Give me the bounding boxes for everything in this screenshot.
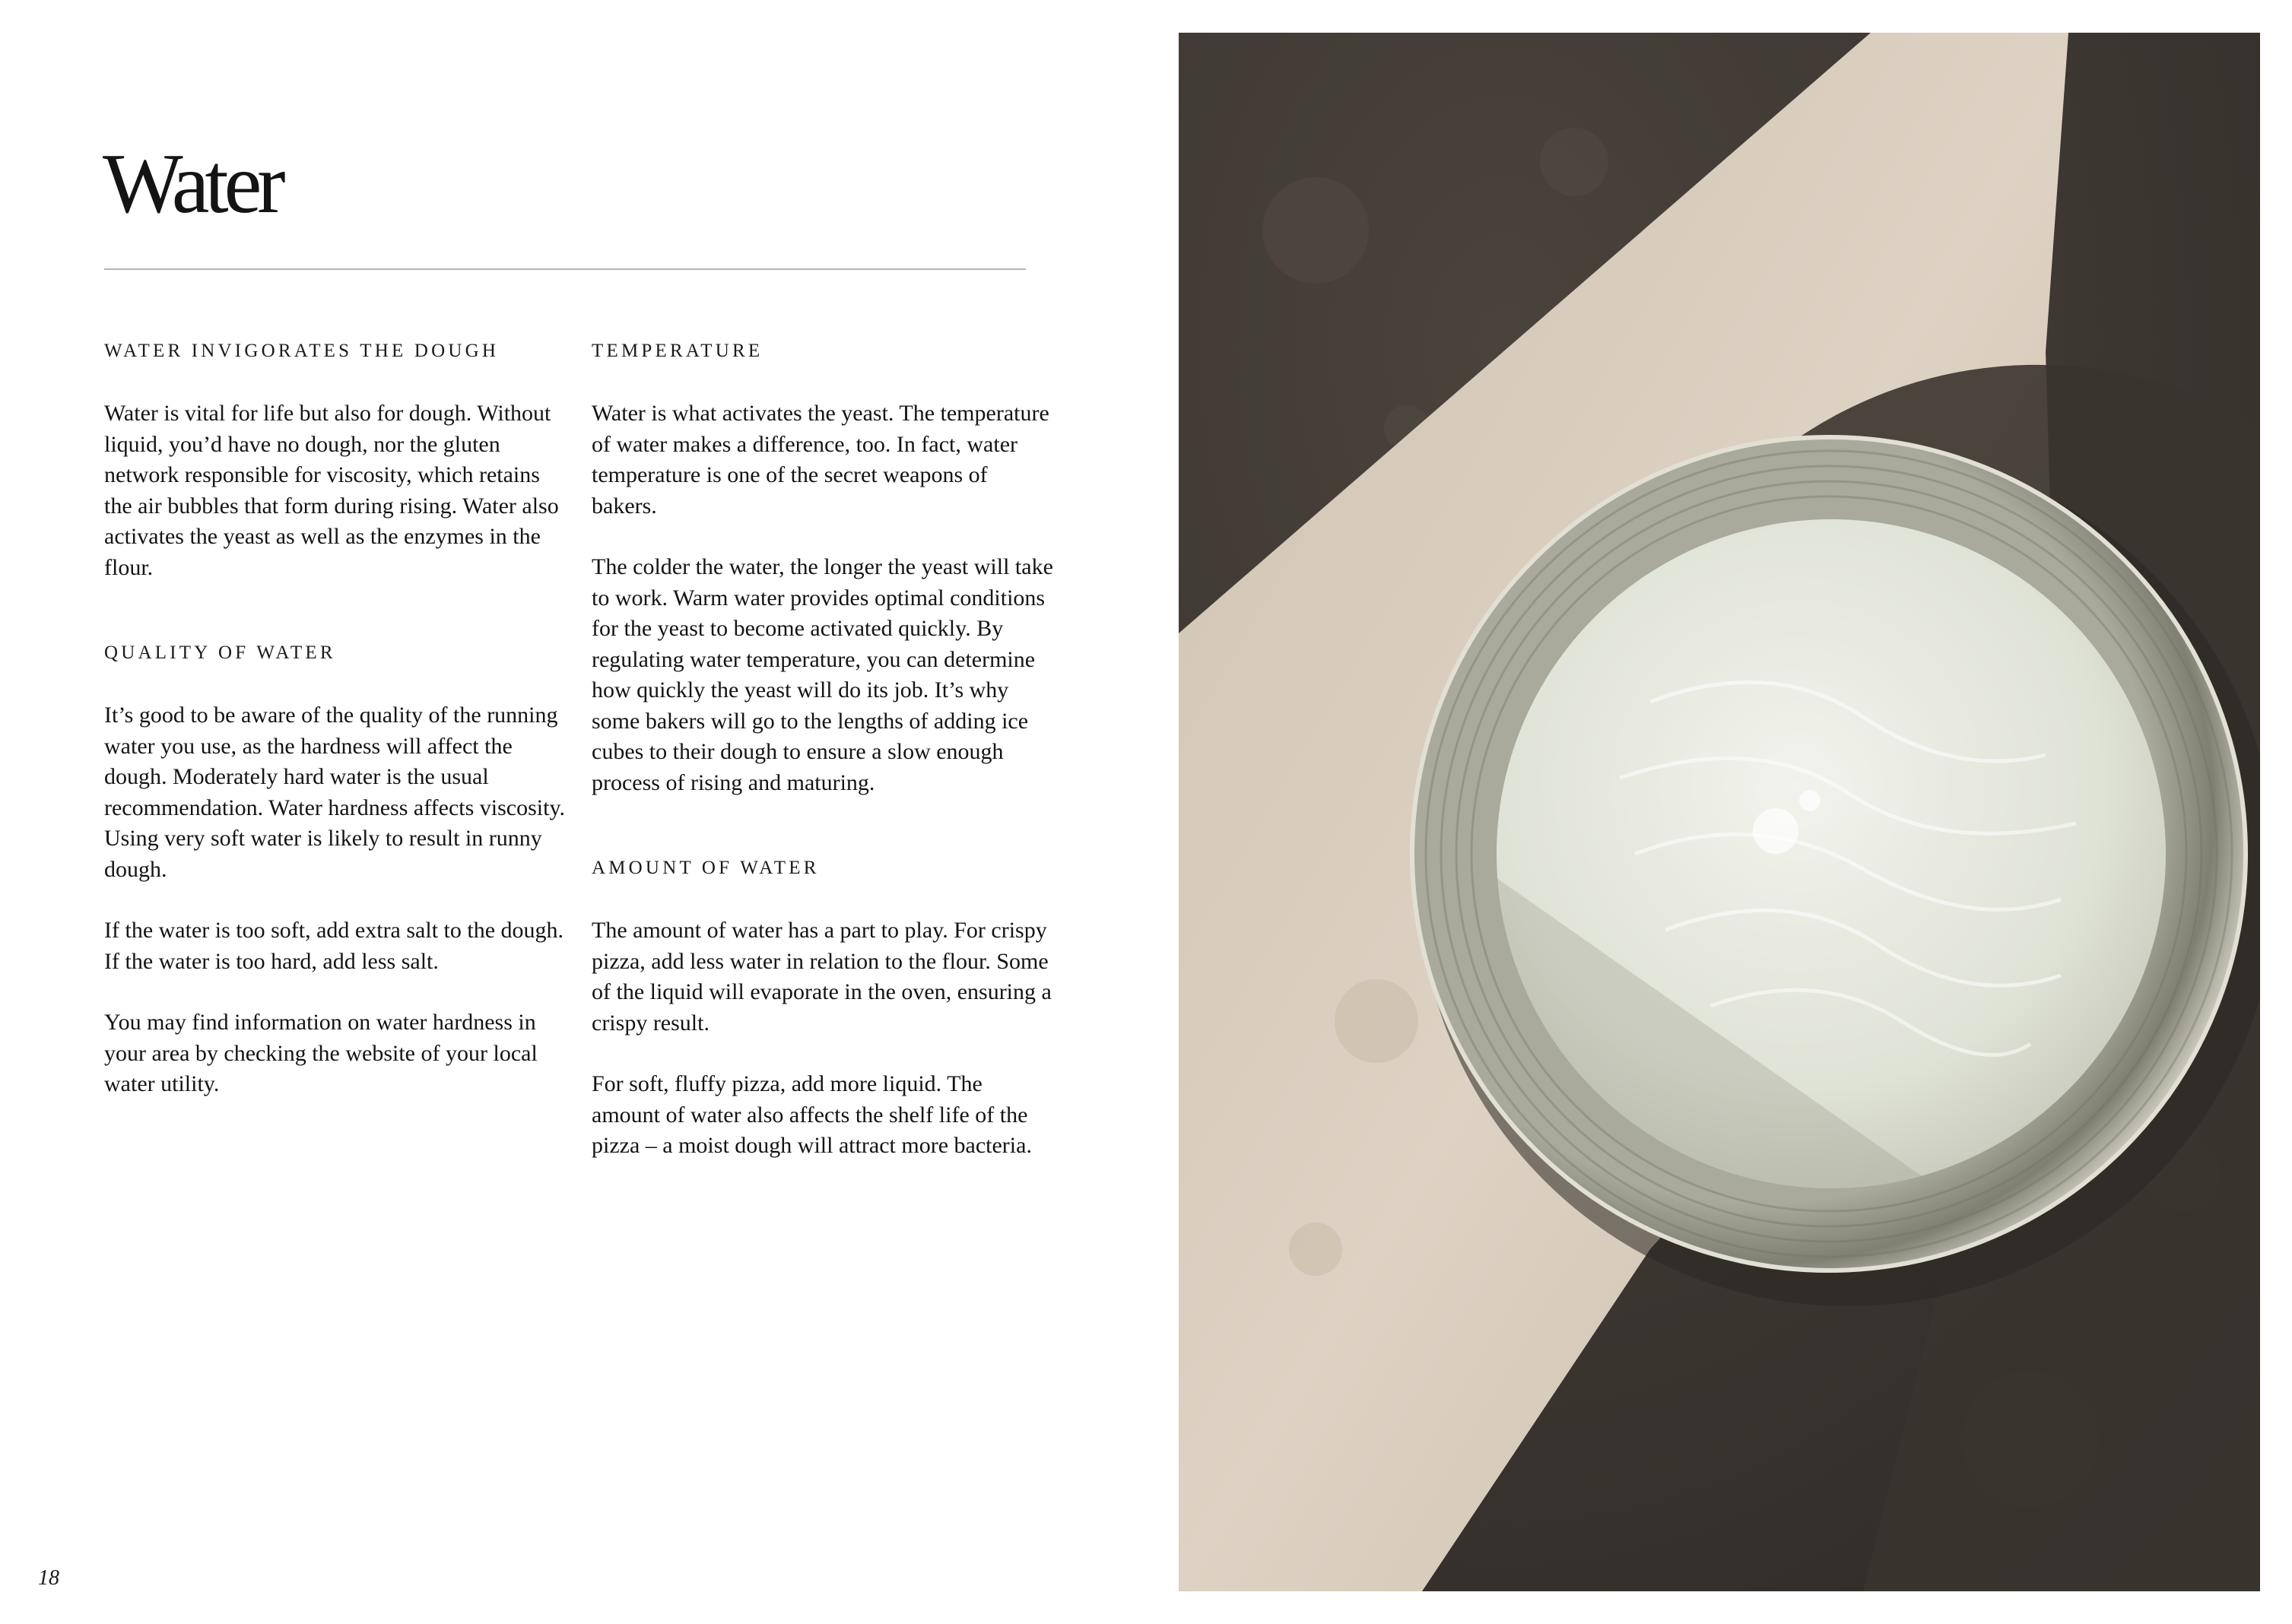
paragraph-temperature-2: The colder the water, the longer the yeast will take to work. Warm water provides optimal conditions for the yeast to become activated quickly. By regulating water temperature, you can determine how quickly the yeast will do its job. It’s why some bakers will go to the lengths of adding ice cubes to their dough to ensure a slow enough process of rising and maturing. xyxy=(592,554,1053,795)
paragraph-amount-1: The amount of water has a part to play. For crispy pizza, add less water in relation to the flour. Some of the liquid will evaporate in the oven, ensuring a crispy result. xyxy=(592,918,1052,1036)
paragraph-amount-2: For soft, fluffy pizza, add more liquid. The amount of water also affects the shelf life of the pizza – a moist dough will attract more bacteria. xyxy=(592,1071,1032,1158)
bowl-of-water-photo xyxy=(1179,33,2260,1591)
paragraph-temperature-1: Water is what activates the yeast. The temperature of water makes a difference, too. In fact, water temperature is one of the secret weapons of bakers. xyxy=(592,401,1049,519)
page-number: 18 xyxy=(38,1566,59,1590)
section-heading-quality: QUALITY OF WATER xyxy=(104,642,336,663)
left-text-column xyxy=(104,336,568,1100)
title-divider xyxy=(104,268,1026,270)
section-heading-temperature: TEMPERATURE xyxy=(592,341,763,361)
right-text-column xyxy=(592,336,1056,1162)
paragraph-quality-1: It’s good to be aware of the quality of the running water you use, as the hardness will affect the dough. Moderately hard water is the usual recommendation. Water hardness affects viscosity. Using very soft water is likely to result in runny dough. xyxy=(104,703,566,882)
bowl-of-water-icon xyxy=(1179,33,2260,1591)
page-title: Water xyxy=(103,137,281,231)
paragraph-quality-2: If the water is too soft, add extra salt to the dough. If the water is too hard, add less salt. xyxy=(104,918,564,974)
section-heading-amount: AMOUNT OF WATER xyxy=(592,858,820,878)
paragraph-invigorates: Water is vital for life but also for dough. Without liquid, you’d have no dough, nor the gluten network responsible for viscosity, which retains the air bubbles that form during rising. Water also activates the yeast as well as the enzymes in the flour. xyxy=(104,401,559,580)
section-heading-invigorates: WATER INVIGORATES THE DOUGH xyxy=(104,341,500,361)
paragraph-quality-3: You may find information on water hardness in your area by checking the website of your local water utility. xyxy=(104,1010,538,1096)
